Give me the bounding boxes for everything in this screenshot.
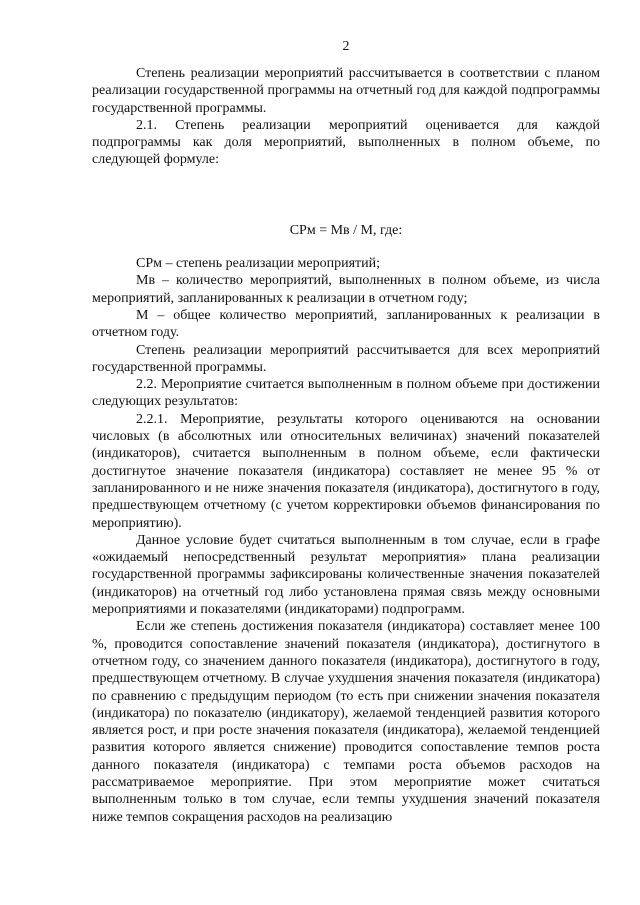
paragraph-less-than-100: Если же степень достижения показателя (индикатора) составляет менее 100 %, проводится сопоставление значений показателя (индикатора), достигнутого в отчетном году, со значением данного показателя (индикатора), достигнутого в году, предшествующем отчетному. В случае ухудшения значения показателя (индикатора) по сравнению с предыдущим периодом (то есть при снижении значения показателя (индикатора) по показателю (индикатору), желаемой тенденцией развития которого является рост, и при росте значения показателя (индикатора), желаемой тенденцией развития которого является снижение) проводится сопоставление темпов роста данного показателя (индикатора) с темпами роста объемов расходов на рассматриваемое мероприятие. При этом мероприятие может считаться выполненным только в том случае, если темпы ухудшения значений показателя ниже темпов сокращения расходов на реализацию <box>92 619 600 825</box>
paragraph-condition: Данное условие будет считаться выполненным в том случае, если в графе «ожидаемый непосредственный результат мероприятия» плана реализации государственной программы зафиксированы количественные значения показателей (индикаторов) на отчетный год либо установлена прямая связь между основными мероприятиями и показателями (индикаторами) подпрограмм. <box>92 532 600 618</box>
definition-srm: СРм – степень реализации мероприятий; <box>136 256 381 272</box>
paragraph-all-measures: Степень реализации мероприятий рассчитывается для всех мероприятий государственной программы. <box>92 342 600 375</box>
definition-mv: Мв – количество мероприятий, выполненных в полном объеме, из числа мероприятий, запланированных к реализации в отчетном году; <box>92 273 600 306</box>
paragraph-2-1: 2.1. Степень реализации мероприятий оценивается для каждой подпрограммы как доля мероприятий, выполненных в полном объеме, по следующей формуле: <box>92 117 600 168</box>
paragraph-2-2: 2.2. Мероприятие считается выполненным в полном объеме при достижении следующих результатов: <box>92 377 600 410</box>
page-number: 2 <box>342 39 350 54</box>
paragraph-intro: Степень реализации мероприятий рассчитывается в соответствии с планом реализации государственной программы на отчетный год для каждой подпрограммы государственной программы. <box>92 66 600 116</box>
definition-m: М – общее количество мероприятий, запланированных к реализации в отчетном году. <box>92 307 600 341</box>
paragraph-2-2-1: 2.2.1. Мероприятие, результаты которого оцениваются на основании числовых (в абсолютных или относительных величинах) значений показателей (индикаторов), считается выполненным в полном объеме, если фактически достигнутое значение показателя (индикатора) составляет не менее 95 % от запланированного и не ниже значения показателя (индикатора), достигнутого в году, предшествующем отчетному (с учетом корректировки объемов финансирования по мероприятию). <box>92 411 600 531</box>
formula: СРм = Мв / М, где: <box>289 222 403 238</box>
